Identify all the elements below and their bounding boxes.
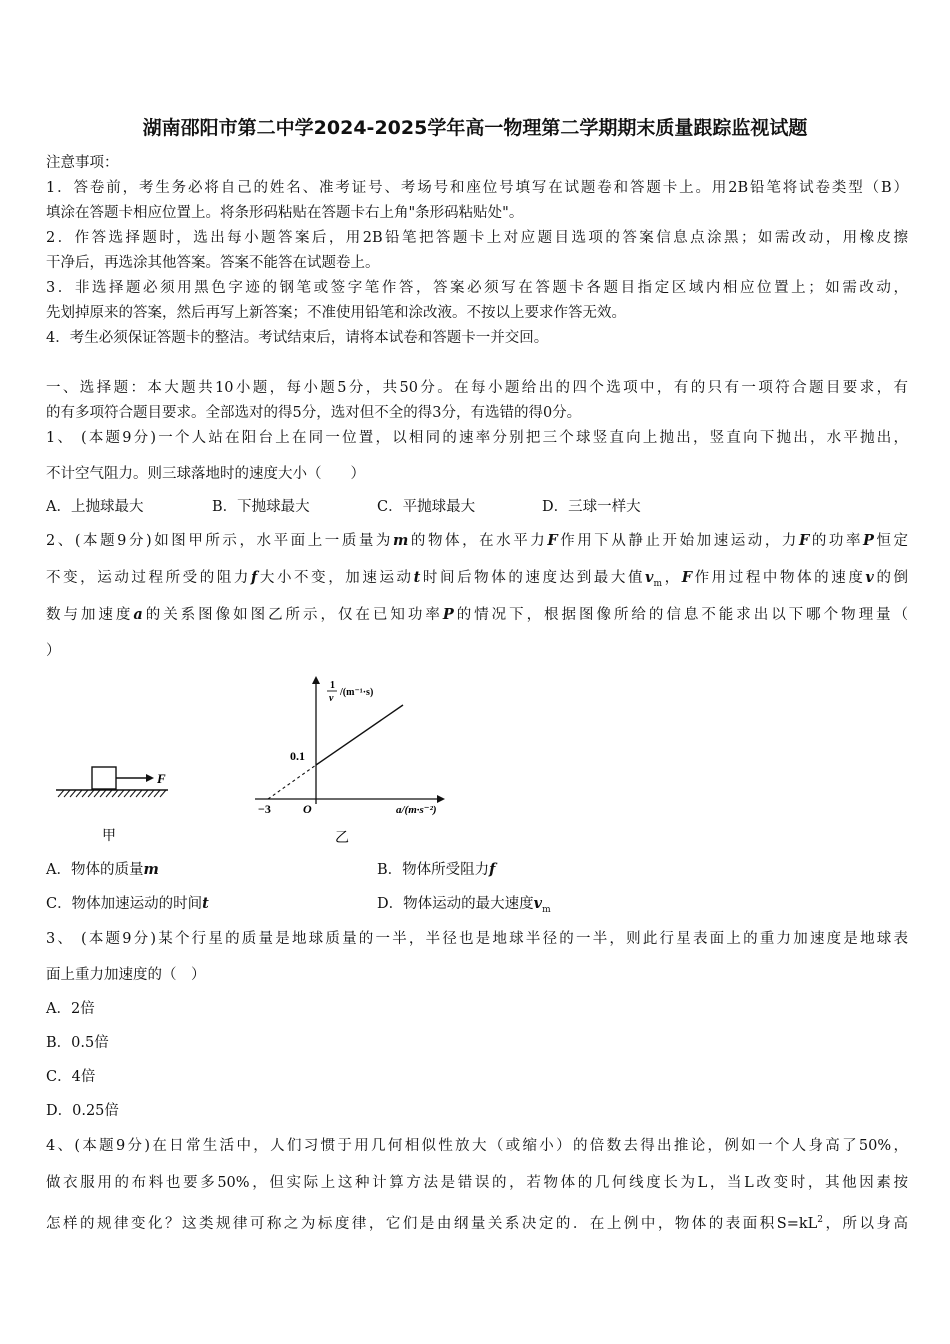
section-1-line-1: 一、选择题：本大题共10小题，每小题5分，共50分。在每小题给出的四个选项中，有的只有一项符合题目要求，有 xyxy=(46,380,908,396)
caption-yi: 乙 xyxy=(335,831,349,846)
q4-line-2: 做衣服用的布料也要多50%，但实际上这种计算方法是错误的，若物体的几何线度长为L，当L改变时，其他因素按 xyxy=(46,1175,908,1191)
y-intercept-label: 0.1 xyxy=(290,749,305,763)
y-axis-label-den: v xyxy=(329,693,334,704)
q3-option-c: C．4倍 xyxy=(46,1069,96,1085)
q4-line-3: 怎样的规律变化？这类规律可称之为标度律，它们是由纲量关系决定的．在上例中，物体的表面积$S=kL^2$，所以身高 xyxy=(46,1215,909,1232)
q1-option-c: C．平抛球最大 xyxy=(377,499,476,515)
q2-line-4: ） xyxy=(46,643,61,659)
q2-line-1: 2、(本题9分)如图甲所示，水平面上一质量为m的物体，在水平力F作用下从静止开始加速运动，力F的功率P恒定 xyxy=(46,532,909,549)
force-label: F xyxy=(157,771,166,786)
q2-option-a: A．物体的质量m xyxy=(46,861,159,878)
q3-option-a: A．2倍 xyxy=(46,1001,95,1017)
q1-option-b: B．下抛球最大 xyxy=(212,499,310,515)
block xyxy=(92,767,116,789)
figure-yi xyxy=(255,676,445,846)
graph-line xyxy=(316,705,403,765)
x-axis-arrow xyxy=(437,795,445,803)
q1-option-d: D．三球一样大 xyxy=(542,499,641,515)
y-axis-label-num: 1 xyxy=(330,680,335,691)
x-intercept-label: −3 xyxy=(258,802,271,816)
q2-line-2: 不变，运动过程所受的阻力f大小不变，加速运动t时间后物体的速度达到最大值$v_m$，F作用过程中物体的速度v的倒 xyxy=(46,569,909,589)
note-1-line-1: 1．答卷前，考生务必将自己的姓名、准考证号、考场号和座位号填写在试题卷和答题卡上。用2B铅笔将试卷类型（B） xyxy=(46,180,908,196)
note-2-line-2: 干净后，再选涂其他答案。答案不能答在试题卷上。 xyxy=(46,255,380,271)
q3-line-2: 面上重力加速度的（ ） xyxy=(46,967,206,983)
q2-option-b: B．物体所受阻力f xyxy=(377,861,496,878)
q1-line-1: 1、 (本题9分)一个人站在阳台上在同一位置，以相同的速率分别把三个球竖直向上抛出，竖直向下抛出，水平抛出， xyxy=(46,430,908,446)
figure-jia xyxy=(56,767,168,844)
y-axis-label-unit: /(m⁻¹·s) xyxy=(340,687,374,698)
q1-line-2: 不计空气阻力。则三球落地时的速度大小（ ） xyxy=(46,466,365,482)
force-arrow-head xyxy=(146,774,154,782)
note-2-line-1: 2．作答选择题时，选出每小题答案后，用2B铅笔把答题卡上对应题目选项的答案信息点涂黑；如需改动，用橡皮擦 xyxy=(46,230,908,246)
note-4: 4．考生必须保证答题卡的整洁。考试结束后，请将本试卷和答题卡一并交回。 xyxy=(46,330,549,346)
x-axis-label: a/(m·s⁻²) xyxy=(396,804,437,816)
graph-line-extension xyxy=(268,765,316,799)
q1-option-a: A．上抛球最大 xyxy=(46,499,144,515)
q3-line-1: 3、 (本题9分)某个行星的质量是地球质量的一半，半径也是地球半径的一半，则此行星表面上的重力加速度是地球表 xyxy=(46,931,908,947)
note-3-line-2: 先划掉原来的答案，然后再写上新答案；不准使用铅笔和涂改液。不按以上要求作答无效。 xyxy=(46,305,626,321)
page-title: 湖南邵阳市第二中学2024-2025学年高一物理第二学期期末质量跟踪监视试题 xyxy=(142,117,808,139)
q2-option-d: D．物体运动的最大速度$v_m$ xyxy=(377,895,551,915)
q4-line-1: 4、(本题9分)在日常生活中，人们习惯于用几何相似性放大（或缩小）的倍数去得出推论，例如一个人身高了50%， xyxy=(46,1138,908,1154)
q2-option-c: C．物体加速运动的时间t xyxy=(46,895,209,912)
q2-line-3: 数与加速度a的关系图像如图乙所示，仅在已知功率P的情况下，根据图像所给的信息不能求出以下哪个物理量（ xyxy=(46,606,909,623)
section-1-line-2: 的有多项符合题目要求。全部选对的得5分，选对但不全的得3分，有选错的得0分。 xyxy=(46,405,582,421)
note-1-line-2: 填涂在答题卡相应位置上。将条形码粘贴在答题卡右上角"条形码粘贴处"。 xyxy=(46,205,524,221)
origin-label: O xyxy=(303,802,312,816)
notes-heading: 注意事项： xyxy=(46,155,119,171)
note-3-line-1: 3．非选择题必须用黑色字迹的钢笔或签字笔作答，答案必须写在答题卡各题目指定区域内相应位置上；如需改动， xyxy=(46,280,908,296)
y-axis-arrow xyxy=(312,676,320,684)
q3-option-d: D．0.25倍 xyxy=(46,1103,119,1119)
caption-jia: 甲 xyxy=(102,829,116,844)
q2-figure xyxy=(40,668,480,850)
q3-option-b: B．0.5倍 xyxy=(46,1035,109,1051)
